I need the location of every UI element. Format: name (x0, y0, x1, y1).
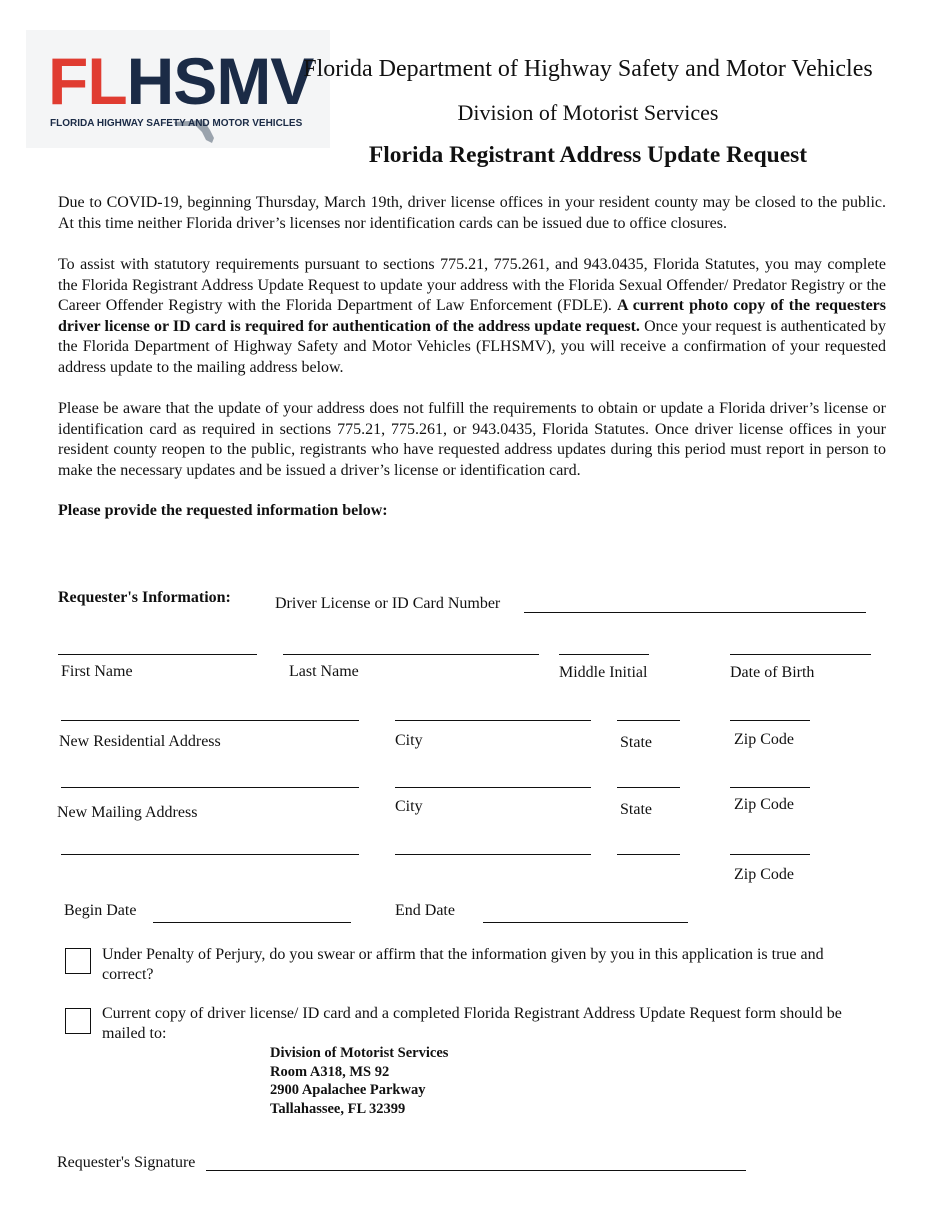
address-line-4: Tallahassee, FL 32399 (270, 1100, 406, 1117)
residential-city-label: City (395, 732, 423, 749)
begin-date-field[interactable] (153, 922, 351, 923)
residential-state-label: State (620, 734, 652, 751)
additional-address-field[interactable] (61, 854, 359, 855)
covid-notice-paragraph: Due to COVID-19, beginning Thursday, March 19th, driver license offices in your resident county may be closed to the public. At this time neither Florida driver’s licenses nor identification cards can be issued due to office closures. (58, 194, 886, 232)
last-name-label: Last Name (289, 663, 359, 680)
additional-zip-label: Zip Code (734, 866, 794, 883)
address-line-2: Room A318, MS 92 (270, 1063, 390, 1080)
dl-number-field[interactable] (524, 612, 866, 613)
residential-zip-label: Zip Code (734, 731, 794, 748)
mailing-destination-address (270, 1044, 448, 1118)
mailing-city-label: City (395, 798, 423, 815)
form-title: Florida Registrant Address Update Request (368, 142, 808, 168)
mailing-address-label: New Mailing Address (57, 804, 198, 821)
mailing-city-field[interactable] (395, 787, 591, 788)
additional-zip-field[interactable] (730, 854, 810, 855)
requester-info-heading: Requester's Information: (58, 589, 231, 606)
perjury-checkbox[interactable] (65, 948, 91, 974)
first-name-label: First Name (61, 663, 133, 680)
mailing-state-field[interactable] (617, 787, 680, 788)
end-date-label: End Date (395, 902, 455, 919)
flhsmv-logo (26, 30, 330, 148)
mail-instruction: Current copy of driver license/ ID card and a completed Florida Registrant Address Update Request form should be mailed to: (102, 1005, 842, 1042)
residential-city-field[interactable] (395, 720, 591, 721)
middle-initial-label: Middle Initial (559, 664, 648, 681)
mailing-zip-label: Zip Code (734, 796, 794, 813)
residential-address-label: New Residential Address (59, 733, 221, 750)
residential-zip-field[interactable] (730, 720, 810, 721)
dob-label: Date of Birth (730, 664, 815, 681)
signature-field[interactable] (206, 1170, 746, 1171)
residential-state-field[interactable] (617, 720, 680, 721)
address-line-1: Division of Motorist Services (270, 1045, 449, 1061)
end-date-field[interactable] (483, 922, 688, 923)
additional-state-field[interactable] (617, 854, 680, 855)
mailing-zip-field[interactable] (730, 787, 810, 788)
begin-date-label: Begin Date (64, 902, 137, 919)
residential-address-field[interactable] (61, 720, 359, 721)
mailing-state-label: State (620, 801, 652, 818)
signature-label: Requester's Signature (57, 1154, 196, 1171)
division-title: Division of Motorist Services (457, 100, 719, 125)
logo-subtitle: FLORIDA HIGHWAY SAFETY AND MOTOR VEHICLES (50, 118, 303, 129)
department-title: Florida Department of Highway Safety and Motor Vehicles (303, 56, 873, 82)
mail-copy-checkbox[interactable] (65, 1008, 91, 1034)
disclaimer-paragraph: Please be aware that the update of your address does not fulfill the requirements to obtain or update a Florida driver’s license or identification card as required in sections 775.21, 775.261, or 943.0435, Florida Statutes. Once driver license offices in your resident county reopen to the public, registrants who have requested address updates during this period must report in person to make the necessary updates and be issued a driver’s license or identification card. (58, 400, 886, 479)
dob-field[interactable] (730, 654, 871, 655)
mailing-address-field[interactable] (61, 787, 359, 788)
additional-city-field[interactable] (395, 854, 591, 855)
middle-initial-field[interactable] (559, 654, 649, 655)
last-name-field[interactable] (283, 654, 539, 655)
address-line-3: 2900 Apalachee Parkway (270, 1082, 426, 1098)
first-name-field[interactable] (58, 654, 257, 655)
perjury-question: Under Penalty of Perjury, do you swear or affirm that the information given by you in this application is true and correct? (102, 946, 824, 983)
instruction-heading: Please provide the requested information below: (58, 502, 388, 519)
statutory-paragraph: To assist with statutory requirements pursuant to sections 775.21, 775.261, and 943.0435, Florida Statutes, you may complete the Florida Registrant Address Update Request to update your address with the Florida Sexual Offender/ Predator Registry or the Career Offender Registry with the Florida Department of Law Enforcement (FDLE). A current photo copy of the requesters driver license or ID card is required for authentication of the address update request. Once your request is authenticated by the Florida Department of Highway Safety and Motor Vehicles (FLHSMV), you will receive a confirmation of your requested address update to the mailing address below. (58, 256, 887, 376)
dl-number-label: Driver License or ID Card Number (275, 595, 501, 612)
logo-wordmark: FLHSMV (48, 44, 314, 118)
